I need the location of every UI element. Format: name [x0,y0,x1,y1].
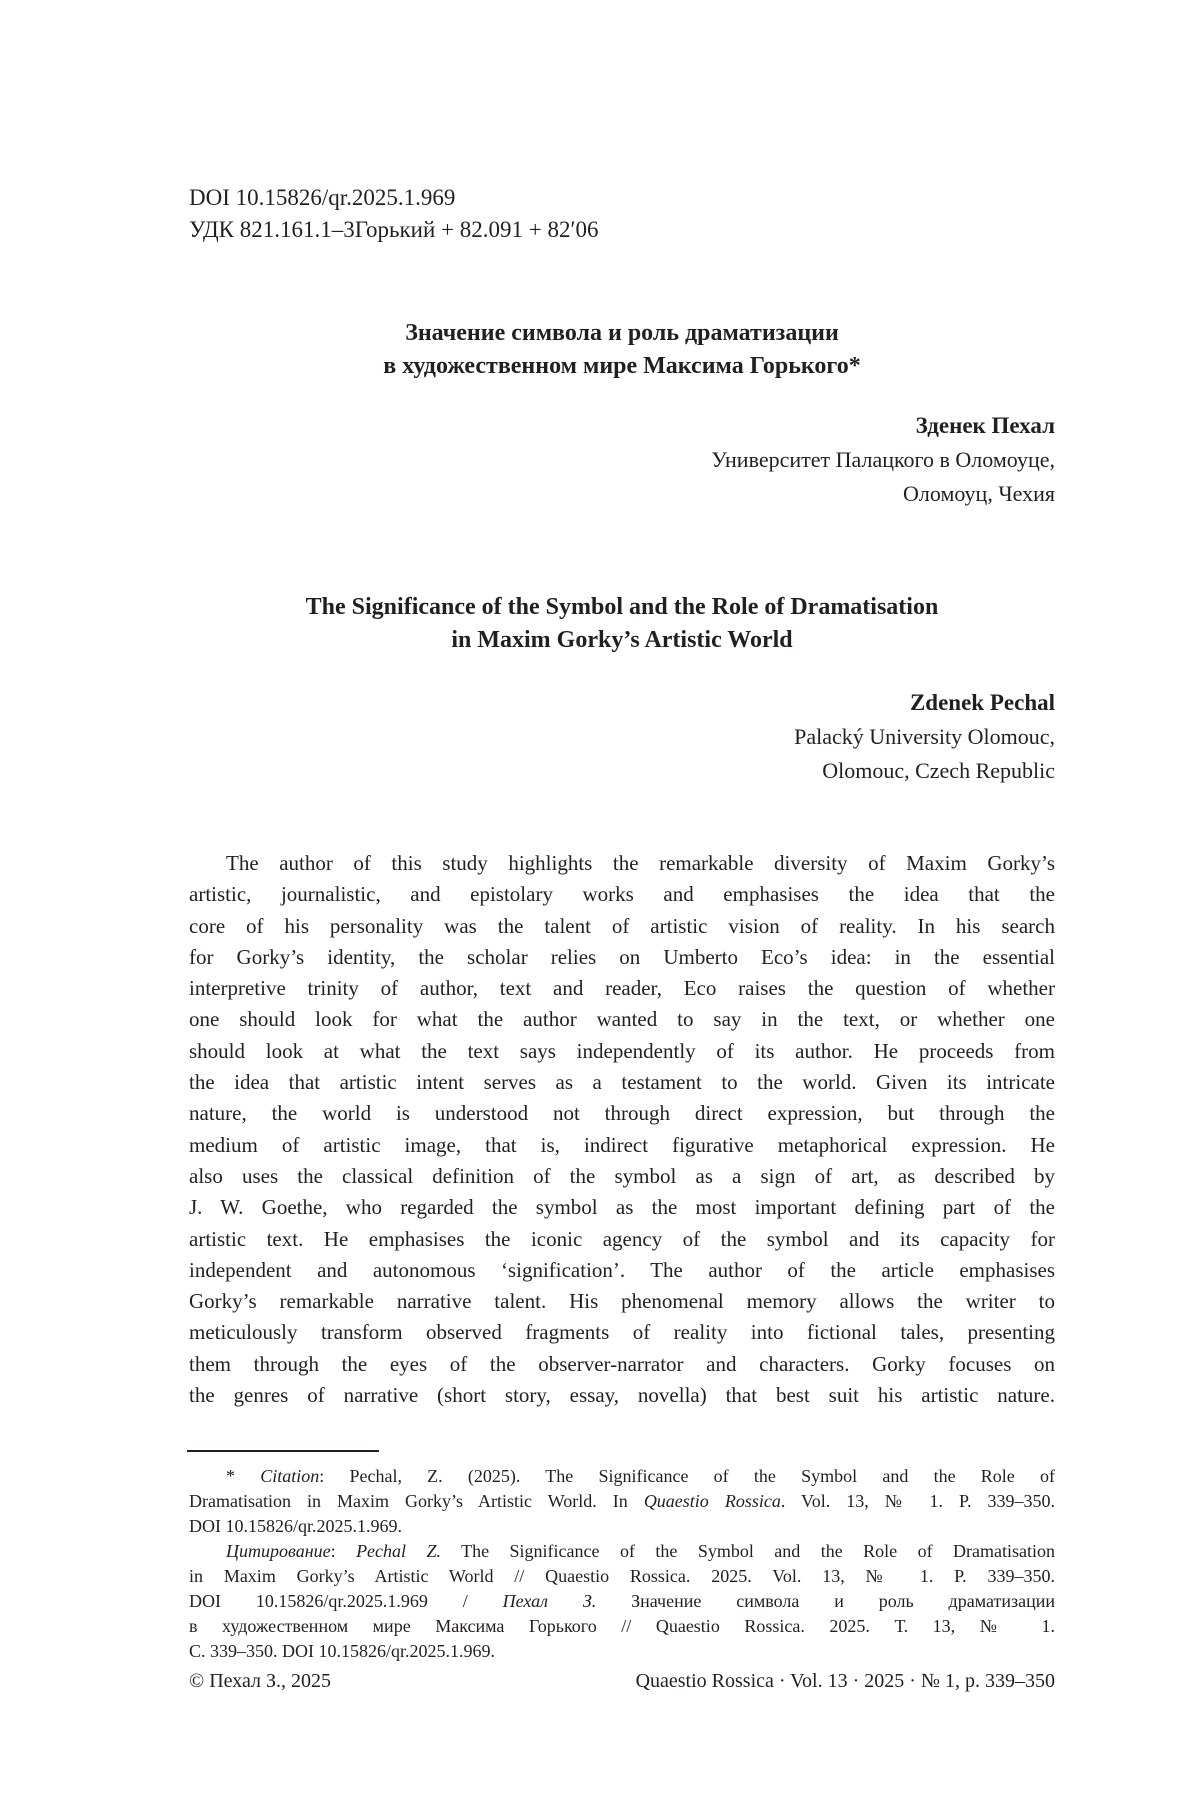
footnote-text: в художественном мире Максима Горького // Quaestio Rossica. 2025. Т. 13, № 1. [189,1616,1055,1636]
footnote-text: DOI 10.15826/qr.2025.1.969 / [189,1591,503,1611]
footnote-line [189,1639,1055,1664]
abstract-line: interpretive trinity of author, text and reader, Eco raises the question of whether [189,973,1055,1004]
abstract-line: also uses the classical definition of the symbol as a sign of art, as described by [189,1161,1055,1192]
footnote-text: in Maxim Gorky’s Artistic World // Quaestio Rossica. 2025. Vol. 13, № 1. P. 339–350. [189,1566,1055,1586]
journal-info: Quaestio Rossica · Vol. 13 · 2025 · № 1, p. 339–350 [636,1667,1055,1695]
citation-footnote [189,1464,1055,1664]
doi: DOI 10.15826/qr.2025.1.969 [189,182,599,214]
footnote-line [189,1589,1055,1614]
footnote-text: Значение символа и роль драматизации [596,1591,1055,1611]
abstract-line: the idea that artistic intent serves as a testament to the world. Given its intricate [189,1067,1055,1098]
english-author: Zdenek Pechal [189,686,1055,720]
footnote-line [189,1489,1055,1514]
abstract-line: J. W. Goethe, who regarded the symbol as the most important defining part of the [189,1192,1055,1223]
footnote-italic-text: Pechal Z. [356,1541,441,1561]
footnote-line [189,1514,1055,1539]
russian-title [189,317,1055,383]
footnote-italic-text: Цитирование [226,1541,331,1561]
abstract [189,848,1055,1411]
abstract-line: independent and autonomous ‘signification’. The author of the article emphasises [189,1255,1055,1286]
footnote-line [189,1464,1055,1489]
abstract-line: meticulously transform observed fragments of reality into fictional tales, presenting [189,1317,1055,1348]
footnote-text: С. 339–350. DOI 10.15826/qr.2025.1.969. [189,1641,495,1661]
abstract-line: Gorky’s remarkable narrative talent. His phenomenal memory allows the writer to [189,1286,1055,1317]
footnote-line [189,1614,1055,1639]
english-title [189,591,1055,657]
footnote-line [189,1539,1055,1564]
russian-author-block [189,409,1055,511]
footnote-text: : Pechal, Z. (2025). The Significance of the Symbol and the Role of [319,1466,1055,1486]
udk: УДК 821.161.1–3Горький + 82.091 + 82′06 [189,214,599,246]
copyright: © Пехал З., 2025 [189,1667,331,1695]
footnote-italic-text: Пехал З. [503,1591,597,1611]
russian-affiliation: Университет Палацкого в Оломоуце, [189,443,1055,477]
footnote-text: DOI 10.15826/qr.2025.1.969. [189,1516,402,1536]
page-footer [189,1667,1055,1695]
footnote-divider [187,1450,379,1452]
footnote-text: * [226,1466,260,1486]
footnote-italic-text: Citation [260,1466,319,1486]
english-title-line: The Significance of the Symbol and the Role of Dramatisation [189,591,1055,624]
russian-author: Зденек Пехал [189,409,1055,443]
abstract-line: them through the eyes of the observer-narrator and characters. Gorky focuses on [189,1349,1055,1380]
footnote-text: Dramatisation in Maxim Gorky’s Artistic World. In [189,1491,644,1511]
russian-affiliation: Оломоуц, Чехия [189,477,1055,511]
abstract-line: nature, the world is understood not through direct expression, but through the [189,1098,1055,1129]
english-affiliation: Palacký University Olomouc, [189,720,1055,754]
abstract-line: The author of this study highlights the remarkable diversity of Maxim Gorky’s [189,848,1055,879]
abstract-line: artistic text. He emphasises the iconic agency of the symbol and its capacity for [189,1224,1055,1255]
abstract-line: for Gorky’s identity, the scholar relies on Umberto Eco’s idea: in the essential [189,942,1055,973]
abstract-line: should look at what the text says independently of its author. He proceeds from [189,1036,1055,1067]
footnote-italic-text: Quaestio Rossica [644,1491,781,1511]
abstract-line: medium of artistic image, that is, indirect figurative metaphorical expression. He [189,1130,1055,1161]
english-affiliation: Olomouc, Czech Republic [189,754,1055,788]
english-title-line: in Maxim Gorky’s Artistic World [189,624,1055,657]
abstract-line: one should look for what the author wanted to say in the text, or whether one [189,1004,1055,1035]
abstract-line: core of his personality was the talent of artistic vision of reality. In his search [189,911,1055,942]
footnote-text: : [331,1541,356,1561]
abstract-line: the genres of narrative (short story, essay, novella) that best suit his artistic nature. [189,1380,1055,1411]
footnote-text: . Vol. 13, № 1. P. 339–350. [781,1491,1055,1511]
footnote-text: The Significance of the Symbol and the Role of Dramatisation [441,1541,1055,1561]
footnote-line [189,1564,1055,1589]
russian-title-line: в художественном мире Максима Горького* [189,350,1055,383]
english-author-block [189,686,1055,788]
abstract-line: artistic, journalistic, and epistolary works and emphasises the idea that the [189,879,1055,910]
article-identifiers [189,182,599,246]
russian-title-line: Значение символа и роль драматизации [189,317,1055,350]
